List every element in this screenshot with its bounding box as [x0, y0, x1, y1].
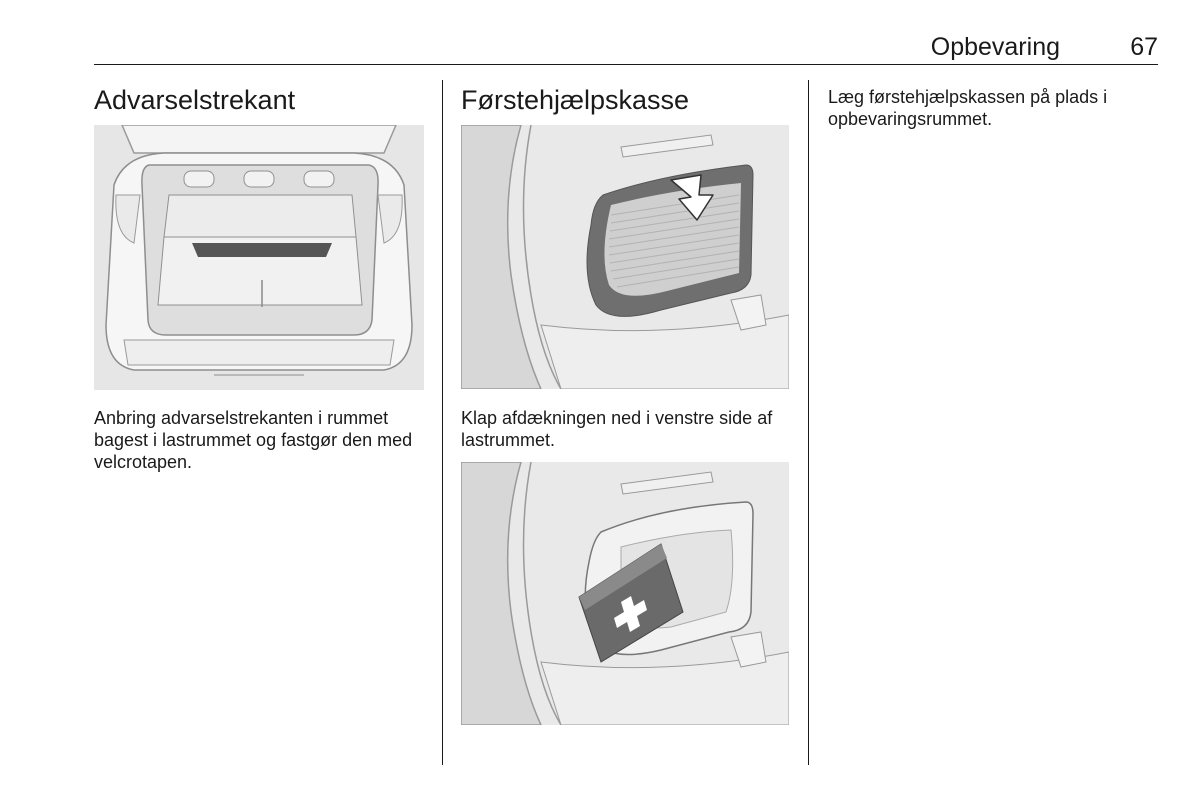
page-number: 67	[1130, 33, 1158, 61]
paragraph-warning-triangle: Anbring advarselstrekanten i rummet bagest i lastrummet og fastgør den med velcrotapen.	[94, 408, 413, 472]
illustration-car-rear-trunk	[94, 125, 424, 390]
illustration-first-aid-kit-storage	[461, 462, 789, 725]
section-title: Opbevaring	[930, 33, 1060, 61]
heading-warning-triangle: Advarselstrekant	[94, 85, 296, 115]
illustration-cover-fold-down	[461, 125, 789, 389]
header-rule	[94, 64, 1158, 65]
column-divider-right	[808, 80, 809, 765]
paragraph-place-kit: Læg førstehjælpskassen på plads i opbevaringsrummet.	[828, 87, 1108, 129]
paragraph-fold-cover: Klap afdækningen ned i venstre side af lastrummet.	[461, 408, 773, 450]
heading-first-aid-kit: Førstehjælpskasse	[461, 85, 690, 115]
column-divider-left	[442, 80, 443, 765]
